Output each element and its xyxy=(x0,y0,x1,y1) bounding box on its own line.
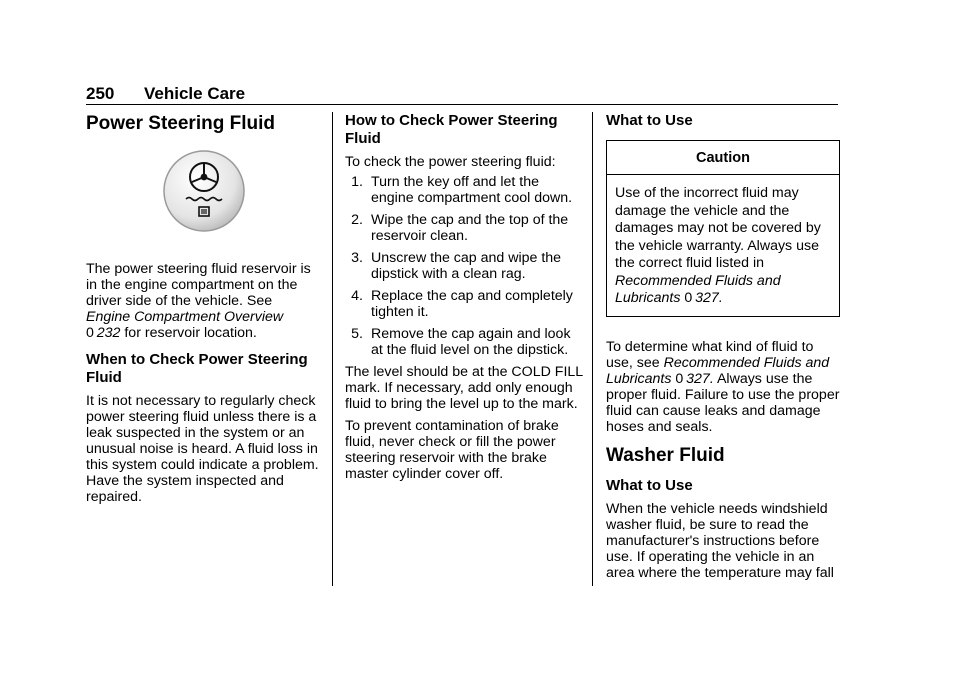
step-text: Replace the cap and completely tighten it. xyxy=(371,288,573,320)
page-header xyxy=(86,84,838,106)
header-rule xyxy=(86,104,838,105)
step-number: 4. xyxy=(351,288,363,304)
step-text: Remove the cap again and look at the fluid level on the dipstick. xyxy=(371,326,571,358)
steps-list xyxy=(345,174,583,358)
page-number: 250 xyxy=(86,84,115,103)
washer-fluid-title: Washer Fluid xyxy=(606,444,725,466)
column-divider xyxy=(592,112,593,586)
step-text: Turn the key off and let the engine compartment cool down. xyxy=(371,174,573,206)
when-to-check-heading: When to Check Power Steering Fluid xyxy=(86,351,308,386)
step-number: 3. xyxy=(351,250,363,266)
step-item xyxy=(345,250,583,282)
column-1 xyxy=(86,112,322,511)
determine-paragraph: To determine what kind of fluid to use, see Recommended Fluids and Lubricants 0 327. Always use the proper fluid. Failure to use the proper fluid can cause leaks and damage hoses and seals. xyxy=(606,338,840,435)
when-to-check-paragraph: It is not necessary to regularly check power steering fluid unless there is a leak suspected in the system or an unusual noise is heard. A fluid loss in this system could indicate a problem. Have the system inspected and repaired. xyxy=(86,393,319,505)
step-item xyxy=(345,326,583,358)
washer-what-to-use-heading: What to Use xyxy=(606,476,693,494)
section-title: Vehicle Care xyxy=(144,84,246,103)
washer-paragraph: When the vehicle needs windshield washer fluid, be sure to read the manufacturer's instructions before use. If operating the vehicle in an area where the temperature may fall xyxy=(606,500,834,581)
reservoir-paragraph: The power steering fluid reservoir is in the engine compartment on the driver side of the vehicle. See Engine Compartment Overview 0 232 for reservoir location. xyxy=(86,261,311,341)
caution-box xyxy=(606,140,840,317)
caution-body: Use of the incorrect fluid may damage the vehicle and the damages may not be covered by the vehicle warranty. Always use the correct fluid listed in Recommended Fluids and Lubricants 0 327. xyxy=(615,185,821,306)
step-number: 5. xyxy=(351,326,363,342)
step-number: 2. xyxy=(351,212,363,228)
how-to-check-intro: To check the power steering fluid: xyxy=(345,154,556,170)
power-steering-fluid-icon xyxy=(162,149,246,233)
step-item xyxy=(345,212,583,244)
recommended-fluids-link[interactable]: Recommended Fluids and Lubricants xyxy=(606,354,830,387)
page-ref[interactable]: 327. xyxy=(686,370,714,387)
power-steering-title: Power Steering Fluid xyxy=(86,113,275,134)
column-2 xyxy=(345,112,583,488)
how-to-check-heading: How to Check Power Steering Fluid xyxy=(345,112,558,147)
step-number: 1. xyxy=(351,174,363,190)
column-3 xyxy=(606,112,840,587)
step-text: Unscrew the cap and wipe the dipstick with a clean rag. xyxy=(371,250,562,282)
level-paragraph: The level should be at the COLD FILL mark. If necessary, add only enough fluid to bring the level up to the mark. xyxy=(345,364,583,412)
icon-container xyxy=(86,149,322,251)
engine-compartment-link[interactable]: Engine Compartment Overview xyxy=(86,309,284,325)
caution-title: Caution xyxy=(607,141,839,175)
what-to-use-heading: What to Use xyxy=(606,112,693,129)
contamination-paragraph: To prevent contamination of brake fluid, never check or fill the power steering reservoir with the brake master cylinder cover off. xyxy=(345,418,559,482)
page-ref[interactable]: 232 xyxy=(96,325,121,341)
step-item xyxy=(345,288,583,320)
page-ref[interactable]: 327. xyxy=(695,290,723,306)
step-text: Wipe the cap and the top of the reservoir clean. xyxy=(371,212,569,244)
recommended-fluids-link[interactable]: Recommended Fluids and Lubricants xyxy=(615,272,781,306)
step-item xyxy=(345,174,583,206)
column-divider xyxy=(332,112,333,586)
